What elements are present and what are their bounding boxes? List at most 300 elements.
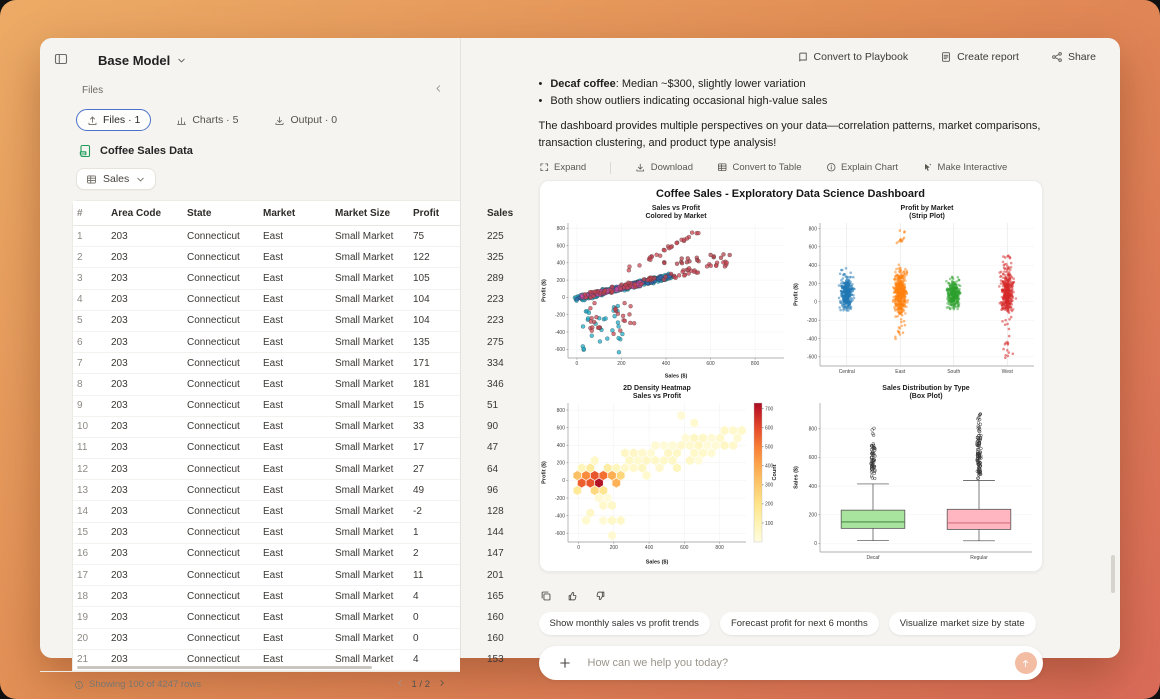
table-row: [73, 438, 499, 459]
chart-toolbar: [539, 160, 1043, 175]
table-cell: East: [263, 400, 284, 412]
sheet-selector-row: [40, 158, 460, 190]
table-cell: Connecticut: [187, 548, 240, 560]
feedback-actions: [539, 589, 1043, 606]
svg-text:600: 600: [764, 425, 773, 432]
table-footer: [40, 671, 460, 698]
expand-button[interactable]: [539, 160, 587, 175]
svg-text:-200: -200: [554, 495, 565, 502]
data-panel: [40, 38, 514, 691]
files-section-title: Files: [82, 84, 104, 96]
sheet-selector[interactable]: [76, 168, 156, 190]
svg-text:200: 200: [808, 281, 817, 288]
table-cell: 104: [413, 294, 430, 306]
svg-text:200: 200: [609, 545, 618, 552]
toolbar-label: Explain Chart: [841, 162, 899, 174]
row-count-status: Showing 100 of 4247 rows: [74, 679, 201, 690]
table-cell: 203: [111, 294, 128, 306]
table-cell: Small Market: [335, 442, 394, 454]
chat-panel: [461, 38, 1120, 658]
svg-text:South: South: [946, 369, 960, 376]
table-cell: 203: [111, 421, 128, 433]
table-cell: Small Market: [335, 590, 394, 602]
svg-text:800: 800: [808, 226, 817, 233]
toolbar-divider: [610, 162, 611, 174]
svg-text:Decaf: Decaf: [865, 555, 880, 562]
table-cell: East: [263, 336, 284, 348]
bullet-item: • Both show outliers indicating occasional high-value sales: [539, 93, 1043, 110]
table-row: [73, 544, 504, 565]
svg-text:(Strip Plot): (Strip Plot): [908, 213, 945, 221]
table-cell: 16: [77, 548, 89, 560]
model-selector[interactable]: [92, 52, 193, 69]
table-cell: East: [263, 484, 284, 496]
tab-label: Files · 1: [103, 114, 141, 126]
table-row: [73, 417, 499, 438]
create-report-button[interactable]: [934, 48, 1025, 66]
chevron-right-icon: [437, 678, 447, 688]
chat-scrollbar[interactable]: [1111, 555, 1115, 593]
table-row: [73, 247, 504, 268]
table-cell: 11: [413, 569, 424, 581]
table-cell: 0: [413, 611, 419, 623]
table-cell: 160: [487, 633, 504, 645]
svg-text:0: 0: [813, 299, 817, 306]
suggestion-chip[interactable]: Forecast profit for next 6 months: [720, 612, 879, 635]
svg-text:400: 400: [764, 463, 773, 470]
table-cell: 153: [487, 654, 504, 666]
svg-text:800: 800: [556, 407, 565, 414]
table-cell: 203: [111, 506, 128, 518]
table-cell: Small Market: [335, 251, 394, 263]
svg-text:(Box Plot): (Box Plot): [908, 393, 943, 401]
svg-text:Sales vs Profit: Sales vs Profit: [632, 393, 681, 401]
table-cell: East: [263, 294, 284, 306]
svg-text:-400: -400: [554, 513, 565, 520]
table-row: [73, 374, 504, 395]
table-cell: 325: [487, 251, 504, 263]
thumbs-down-icon: [594, 590, 606, 602]
arrow-up-icon: [1020, 658, 1031, 669]
svg-text:0: 0: [575, 361, 578, 368]
table-cell: East: [263, 357, 284, 369]
tab-output[interactable]: [263, 109, 348, 131]
svg-text:0: 0: [561, 295, 565, 302]
prev-page-button[interactable]: [394, 677, 406, 692]
table-cell: Small Market: [335, 506, 394, 518]
svg-text:100: 100: [764, 520, 773, 527]
table-cell: 11: [77, 442, 88, 454]
table-cell: 2: [77, 251, 83, 263]
table-cell: 203: [111, 611, 128, 623]
svg-text:-600: -600: [806, 354, 817, 361]
table-cell: 18: [77, 590, 89, 602]
table-row: [73, 396, 499, 417]
table-cell: 135: [413, 336, 430, 348]
table-cell: Small Market: [335, 315, 394, 327]
toolbar-label: Download: [650, 162, 693, 174]
table-cell: 7: [77, 357, 83, 369]
svg-text:Sales ($): Sales ($): [664, 373, 687, 380]
svg-text:Profit by Market: Profit by Market: [900, 205, 953, 213]
table-cell: 203: [111, 548, 128, 560]
table-cell: Connecticut: [187, 633, 240, 645]
toolbar-label: Make Interactive: [937, 162, 1008, 174]
svg-text:-200: -200: [806, 318, 817, 325]
svg-text:-200: -200: [554, 312, 565, 319]
table-cell: Connecticut: [187, 463, 240, 475]
svg-text:200: 200: [556, 460, 565, 467]
table-row: [73, 501, 504, 522]
table-cell: 203: [111, 442, 128, 454]
column-header: Market: [263, 208, 296, 219]
table-cell: 4: [77, 294, 83, 306]
svg-text:East: East: [894, 369, 905, 376]
files-section-header: [40, 73, 460, 99]
table-row: [73, 565, 504, 586]
table-cell: East: [263, 633, 284, 645]
table-cell: Connecticut: [187, 506, 240, 518]
table-cell: 181: [413, 378, 430, 390]
table-cell: 6: [77, 336, 83, 348]
svg-text:Profit ($): Profit ($): [541, 279, 547, 302]
svg-text:Sales ($): Sales ($): [793, 466, 799, 489]
table-cell: 8: [77, 378, 83, 390]
file-tabs: [40, 99, 460, 131]
table-cell: Connecticut: [187, 421, 240, 433]
table-cell: 203: [111, 463, 128, 475]
spreadsheet-icon: [78, 144, 92, 158]
info-icon: [826, 162, 837, 173]
table-cell: East: [263, 463, 284, 475]
sheet-selector-label: Sales: [103, 173, 130, 185]
table-cell: East: [263, 611, 284, 623]
svg-text:Central: Central: [838, 369, 855, 376]
svg-text:200: 200: [764, 501, 773, 508]
table-cell: 203: [111, 230, 128, 242]
table-cell: 165: [487, 590, 504, 602]
action-label: Convert to Playbook: [813, 51, 909, 63]
table-cell: 1: [413, 527, 419, 539]
file-name: Coffee Sales Data: [100, 145, 193, 157]
table-cell: East: [263, 272, 284, 284]
table-cell: Small Market: [335, 569, 394, 581]
bullet-dot: •: [538, 95, 543, 108]
next-page-button[interactable]: [436, 677, 448, 692]
page-indicator: 1 / 2: [411, 679, 430, 691]
chevron-down-icon: [135, 174, 146, 185]
table-cell: Small Market: [335, 633, 394, 645]
bar-chart-icon: [176, 115, 187, 126]
table-cell: East: [263, 315, 284, 327]
send-button[interactable]: [1015, 652, 1037, 674]
table-cell: Connecticut: [187, 527, 240, 539]
table-cell: 225: [487, 230, 504, 242]
bullet-item: • Decaf coffee: Median ~$300, slightly lower variation: [539, 76, 1043, 93]
table-row: [73, 480, 499, 501]
table-cell: Connecticut: [187, 569, 240, 581]
table-cell: 122: [413, 251, 430, 263]
table-cell: Connecticut: [187, 251, 240, 263]
toolbar-label: Convert to Table: [732, 162, 802, 174]
table-row: [73, 268, 504, 289]
table-row: [73, 629, 504, 650]
table-cell: Small Market: [335, 484, 394, 496]
share-button[interactable]: [1045, 48, 1102, 66]
table-cell: 144: [487, 527, 504, 539]
table-cell: Connecticut: [187, 378, 240, 390]
table-cell: 203: [111, 315, 128, 327]
table-cell: 128: [487, 506, 504, 518]
convert-to-playbook-button[interactable]: [791, 48, 915, 66]
table-header: [73, 201, 514, 226]
table-cell: 203: [111, 569, 128, 581]
table-cell: Small Market: [335, 378, 394, 390]
suggestion-chips: [539, 612, 1043, 635]
table-cell: 19: [77, 611, 89, 623]
svg-text:Colored by Market: Colored by Market: [644, 213, 707, 221]
table-cell: 13: [77, 484, 89, 496]
svg-text:Count: Count: [771, 464, 778, 481]
svg-text:800: 800: [750, 361, 759, 368]
table-row: [73, 332, 504, 353]
table-cell: 203: [111, 336, 128, 348]
sidebar-toggle-icon: [54, 52, 68, 66]
table-cell: Connecticut: [187, 400, 240, 412]
thumbs-down-button[interactable]: [593, 589, 607, 606]
table-cell: 96: [487, 484, 499, 496]
subplot-sales-vs-profit: [540, 200, 792, 380]
table-cell: 17: [77, 569, 89, 581]
upload-icon: [87, 115, 98, 126]
table-cell: East: [263, 654, 284, 666]
action-label: Share: [1067, 51, 1096, 63]
table-cell: Connecticut: [187, 654, 240, 666]
table-cell: 171: [413, 357, 430, 369]
svg-text:0: 0: [561, 478, 565, 485]
table-cell: East: [263, 590, 284, 602]
table-cell: 223: [487, 294, 504, 306]
convert-to-table-button[interactable]: [717, 160, 802, 175]
table-row: [73, 353, 504, 374]
table-cell: 203: [111, 400, 128, 412]
svg-text:500: 500: [764, 444, 773, 451]
table-cell: 203: [111, 272, 128, 284]
left-panel-header: [40, 38, 460, 73]
svg-text:300: 300: [764, 482, 773, 489]
table-cell: 27: [413, 463, 425, 475]
table-cell: 49: [413, 484, 425, 496]
table-row: [73, 523, 504, 544]
table-cell: Connecticut: [187, 315, 240, 327]
file-item[interactable]: [40, 131, 460, 158]
top-actions: [461, 38, 1120, 66]
table-cell: 203: [111, 633, 128, 645]
tab-label: Charts · 5: [192, 114, 239, 126]
svg-text:600: 600: [808, 244, 817, 251]
table-cell: East: [263, 506, 284, 518]
chevron-left-icon: [395, 678, 405, 688]
attach-button[interactable]: [552, 655, 578, 671]
table-cell: Small Market: [335, 272, 394, 284]
table-cell: 9: [77, 400, 83, 412]
report-icon: [940, 51, 952, 63]
tab-label: Output · 0: [290, 114, 338, 126]
table-cell: 90: [487, 421, 499, 433]
svg-text:Regular: Regular: [969, 555, 988, 562]
table-cell: 203: [111, 484, 128, 496]
dashboard-grid: [540, 200, 1042, 566]
make-interactive-button[interactable]: [922, 160, 1007, 175]
table-row: [73, 459, 499, 480]
table-cell: 203: [111, 357, 128, 369]
table-cell: Small Market: [335, 421, 394, 433]
svg-text:-400: -400: [806, 336, 817, 343]
table-cell: 21: [77, 654, 89, 666]
table-cell: Connecticut: [187, 357, 240, 369]
table-cell: 5: [77, 315, 83, 327]
table-cell: 147: [487, 548, 504, 560]
svg-text:Sales vs Profit: Sales vs Profit: [651, 205, 700, 213]
table-cell: 275: [487, 336, 504, 348]
svg-text:400: 400: [556, 260, 565, 267]
thumbs-up-button[interactable]: [566, 589, 580, 606]
table-cell: -2: [413, 506, 422, 518]
sidebar-toggle-button[interactable]: [52, 50, 70, 71]
svg-text:700: 700: [764, 406, 773, 413]
table-cell: Connecticut: [187, 484, 240, 496]
table-cell: 15: [413, 400, 425, 412]
thumbs-up-icon: [567, 590, 579, 602]
table-cell: 47: [487, 442, 499, 454]
table-cell: Small Market: [335, 654, 394, 666]
table-cell: Small Market: [335, 294, 394, 306]
table-cell: East: [263, 527, 284, 539]
svg-text:800: 800: [556, 226, 565, 233]
table-cell: Connecticut: [187, 442, 240, 454]
table-cell: 346: [487, 378, 504, 390]
svg-text:800: 800: [714, 545, 724, 552]
table-row: [73, 226, 504, 247]
share-icon: [1051, 51, 1063, 63]
table-cell: 0: [413, 633, 419, 645]
model-selector-label: Base Model: [98, 53, 171, 68]
svg-text:0: 0: [576, 545, 580, 552]
table-cell: 104: [413, 315, 430, 327]
column-header: Profit: [413, 208, 440, 219]
table-cell: 160: [487, 611, 504, 623]
svg-text:800: 800: [808, 426, 817, 433]
table-horizontal-scrollbar[interactable]: [77, 666, 372, 669]
svg-text:-400: -400: [554, 329, 565, 336]
subplot-sales-boxplot: [792, 380, 1044, 566]
table-cell: Small Market: [335, 611, 394, 623]
table-cell: 3: [77, 272, 83, 284]
table-cell: East: [263, 442, 284, 454]
download-icon: [274, 115, 285, 126]
table-row: [73, 586, 504, 607]
table-cell: 14: [77, 506, 89, 518]
svg-text:600: 600: [556, 243, 565, 250]
tab-charts[interactable]: [165, 109, 249, 131]
svg-text:West: West: [1001, 369, 1013, 376]
pagination: [394, 677, 449, 692]
table-cell: Connecticut: [187, 336, 240, 348]
table-cell: 289: [487, 272, 504, 284]
svg-text:400: 400: [808, 483, 817, 490]
table-cell: Small Market: [335, 400, 394, 412]
table-cell: Connecticut: [187, 272, 240, 284]
table-cell: Connecticut: [187, 590, 240, 602]
suggestion-chip[interactable]: Visualize market size by state: [889, 612, 1036, 635]
table-cell: Small Market: [335, 230, 394, 242]
table-cell: 203: [111, 251, 128, 263]
table-cell: 4: [413, 654, 419, 666]
table-row: [73, 290, 504, 311]
suggestion-chip[interactable]: Show monthly sales vs profit trends: [539, 612, 710, 635]
table-cell: 12: [77, 463, 89, 475]
table-cell: 17: [413, 442, 425, 454]
table-cell: 203: [111, 654, 128, 666]
table-cell: 51: [487, 400, 499, 412]
playbook-icon: [797, 51, 809, 63]
table-cell: Connecticut: [187, 230, 240, 242]
svg-text:200: 200: [616, 361, 626, 368]
dashboard-title: Coffee Sales - Exploratory Data Science Dashboard: [656, 188, 925, 201]
table-cell: 64: [487, 463, 499, 475]
svg-text:200: 200: [808, 512, 817, 519]
table-cell: 201: [487, 569, 504, 581]
table-cell: East: [263, 378, 284, 390]
download-button[interactable]: [635, 160, 693, 175]
chevron-left-icon: [433, 83, 444, 94]
table-cell: 223: [487, 315, 504, 327]
svg-text:400: 400: [644, 545, 653, 552]
table-row: [73, 311, 504, 332]
explain-chart-button[interactable]: [826, 160, 899, 175]
table-icon: [86, 174, 97, 185]
svg-text:-600: -600: [554, 531, 565, 538]
table-cell: 334: [487, 357, 504, 369]
table-cell: East: [263, 251, 284, 263]
app-window: [40, 38, 1120, 691]
action-label: Create report: [957, 51, 1019, 63]
table-cell: 4: [413, 590, 419, 602]
data-table: [72, 200, 514, 671]
download-icon: [635, 162, 646, 173]
table-cell: Small Market: [335, 527, 394, 539]
dashboard-chart-card: [539, 180, 1043, 572]
table-cell: 203: [111, 527, 128, 539]
column-header: State: [187, 208, 212, 219]
svg-text:400: 400: [808, 263, 817, 270]
table-cell: Small Market: [335, 548, 394, 560]
table-cell: 2: [413, 548, 419, 560]
copy-icon: [540, 590, 552, 602]
table-cell: East: [263, 548, 284, 560]
table-cell: 20: [77, 633, 89, 645]
tab-files[interactable]: [76, 109, 151, 131]
collapse-panel-button[interactable]: [431, 81, 446, 99]
subplot-density-heatmap: [540, 380, 792, 566]
column-header: Area Code: [111, 208, 162, 219]
svg-text:400: 400: [556, 443, 565, 450]
copy-button[interactable]: [539, 589, 553, 606]
answer-paragraph: The dashboard provides multiple perspectives on your data—correlation patterns, market comparisons, transaction clustering, and product type analysis!: [538, 120, 1041, 149]
chat-input[interactable]: [578, 657, 1015, 669]
svg-text:400: 400: [661, 361, 670, 368]
svg-text:Sales Distribution by Type: Sales Distribution by Type: [881, 385, 970, 393]
